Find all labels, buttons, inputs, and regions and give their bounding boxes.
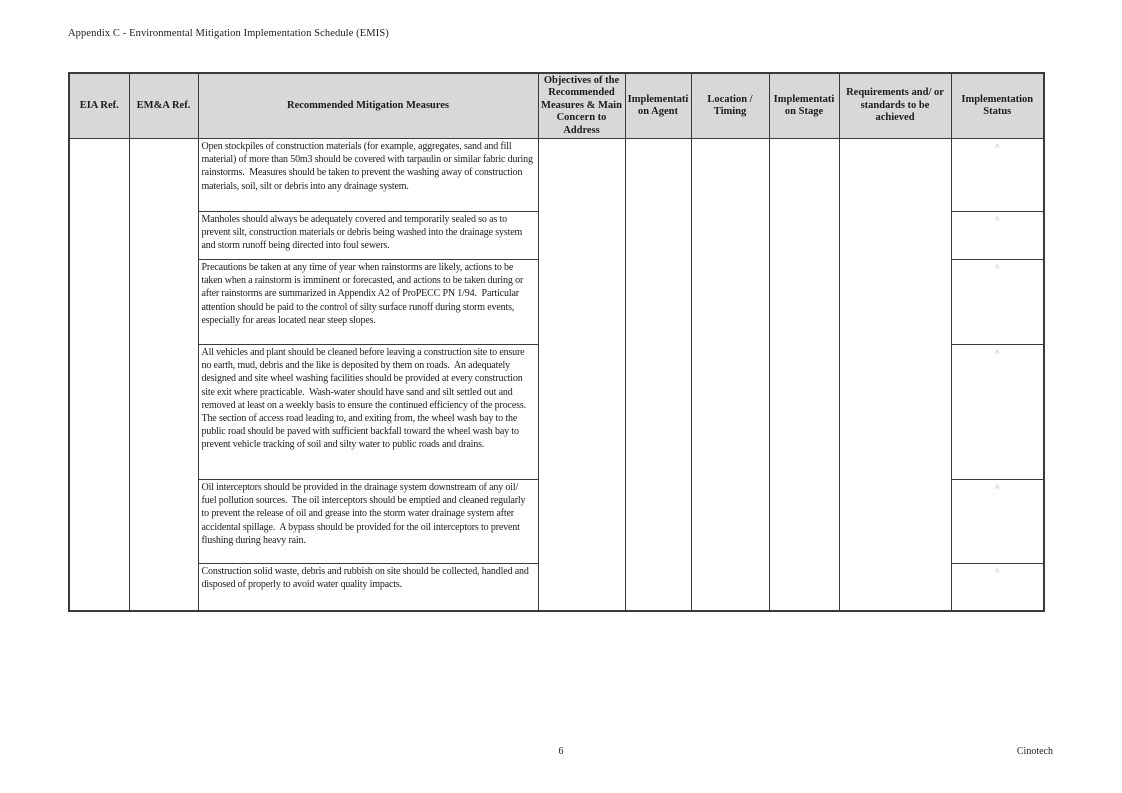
emis-schedule-table bbox=[68, 72, 1045, 612]
column-header-implementation-status: Implementation Status bbox=[951, 73, 1044, 139]
ema-ref-cell-empty bbox=[129, 139, 198, 611]
column-header-implementation-stage: Implementation Stage bbox=[769, 73, 839, 139]
appendix-title: Appendix C - Environmental Mitigation Implementation Schedule (EMIS) bbox=[68, 28, 389, 39]
status-mark: ^ bbox=[951, 212, 1044, 260]
measure-text-vehicle-cleaning: All vehicles and plant should be cleaned before leaving a construction site to ensure no earth, mud, debris and the like is deposited by them on roads. An adequately designed and site wheel washing facilities should be provided at every construction site exit where practicable. Wash-water should have sand and silt settled out and removed at least on a weekly basis to ensure the continued efficiency of the process. The section of access road leading to, and exiting from, the wheel wash bay to the public road should be paved with sufficient backfall toward the wheel wash bay to prevent vehicle tracking of soil and silty water to public roads and drains. bbox=[198, 345, 538, 480]
column-header-eia-ref: EIA Ref. bbox=[69, 73, 129, 139]
measure-text-open-stockpiles: Open stockpiles of construction materials (for example, aggregates, sand and fill material) of more than 50m3 should be covered with tarpaulin or similar fabric during rainstorms. Measures should be taken to prevent the washing away of construction materials, soil, silt or debris into any drainage system. bbox=[198, 139, 538, 212]
status-mark: ^ bbox=[951, 139, 1044, 212]
measure-text-oil-interceptors: Oil interceptors should be provided in the drainage system downstream of any oil/ fuel pollution sources. The oil interceptors should be emptied and cleaned regularly to prevent the release of oil and grease into the storm water drainage system after accidental spillage. A bypass should be provided for the oil interceptors to prevent flushing during heavy rain. bbox=[198, 480, 538, 564]
table-header-row bbox=[69, 73, 1044, 139]
implementation-stage-cell-empty bbox=[769, 139, 839, 611]
column-header-recommended-measures: Recommended Mitigation Measures bbox=[198, 73, 538, 139]
measure-text-manholes: Manholes should always be adequately covered and temporarily sealed so as to prevent silt, construction materials or debris being washed into the drainage system and storm runoff being directed into foul sewers. bbox=[198, 212, 538, 260]
eia-ref-cell-empty bbox=[69, 139, 129, 611]
status-mark: ^ bbox=[951, 345, 1044, 480]
column-header-implementation-agent: Implementation Agent bbox=[625, 73, 691, 139]
column-header-objectives: Objectives of the Recommended Measures & Main Concern to Address bbox=[538, 73, 625, 139]
column-header-ema-ref: EM&A Ref. bbox=[129, 73, 198, 139]
footer-company-name: Cinotech bbox=[1016, 746, 1053, 757]
status-mark: ^ bbox=[951, 564, 1044, 611]
column-header-location-timing: Location / Timing bbox=[691, 73, 769, 139]
status-mark: ^ bbox=[951, 260, 1044, 345]
table-row bbox=[69, 139, 1044, 212]
location-timing-cell-empty bbox=[691, 139, 769, 611]
status-mark: ^ bbox=[951, 480, 1044, 564]
measure-text-rainstorm-precautions: Precautions be taken at any time of year when rainstorms are likely, actions to be taken when a rainstorm is imminent or forecasted, and actions to be taken during or after rainstorms are summarized in Appendix A2 of ProPECC PN 1/94. Particular attention should be paid to the control of silty surface runoff during storm events, especially for areas located near steep slopes. bbox=[198, 260, 538, 345]
measure-text-solid-waste: Construction solid waste, debris and rubbish on site should be collected, handled and disposed of properly to avoid water quality impacts. bbox=[198, 564, 538, 611]
column-header-requirements-standards: Requirements and/ or standards to be achieved bbox=[839, 73, 951, 139]
page-number: 6 bbox=[558, 746, 564, 757]
requirements-cell-empty bbox=[839, 139, 951, 611]
objectives-cell-empty bbox=[538, 139, 625, 611]
implementation-agent-cell-empty bbox=[625, 139, 691, 611]
